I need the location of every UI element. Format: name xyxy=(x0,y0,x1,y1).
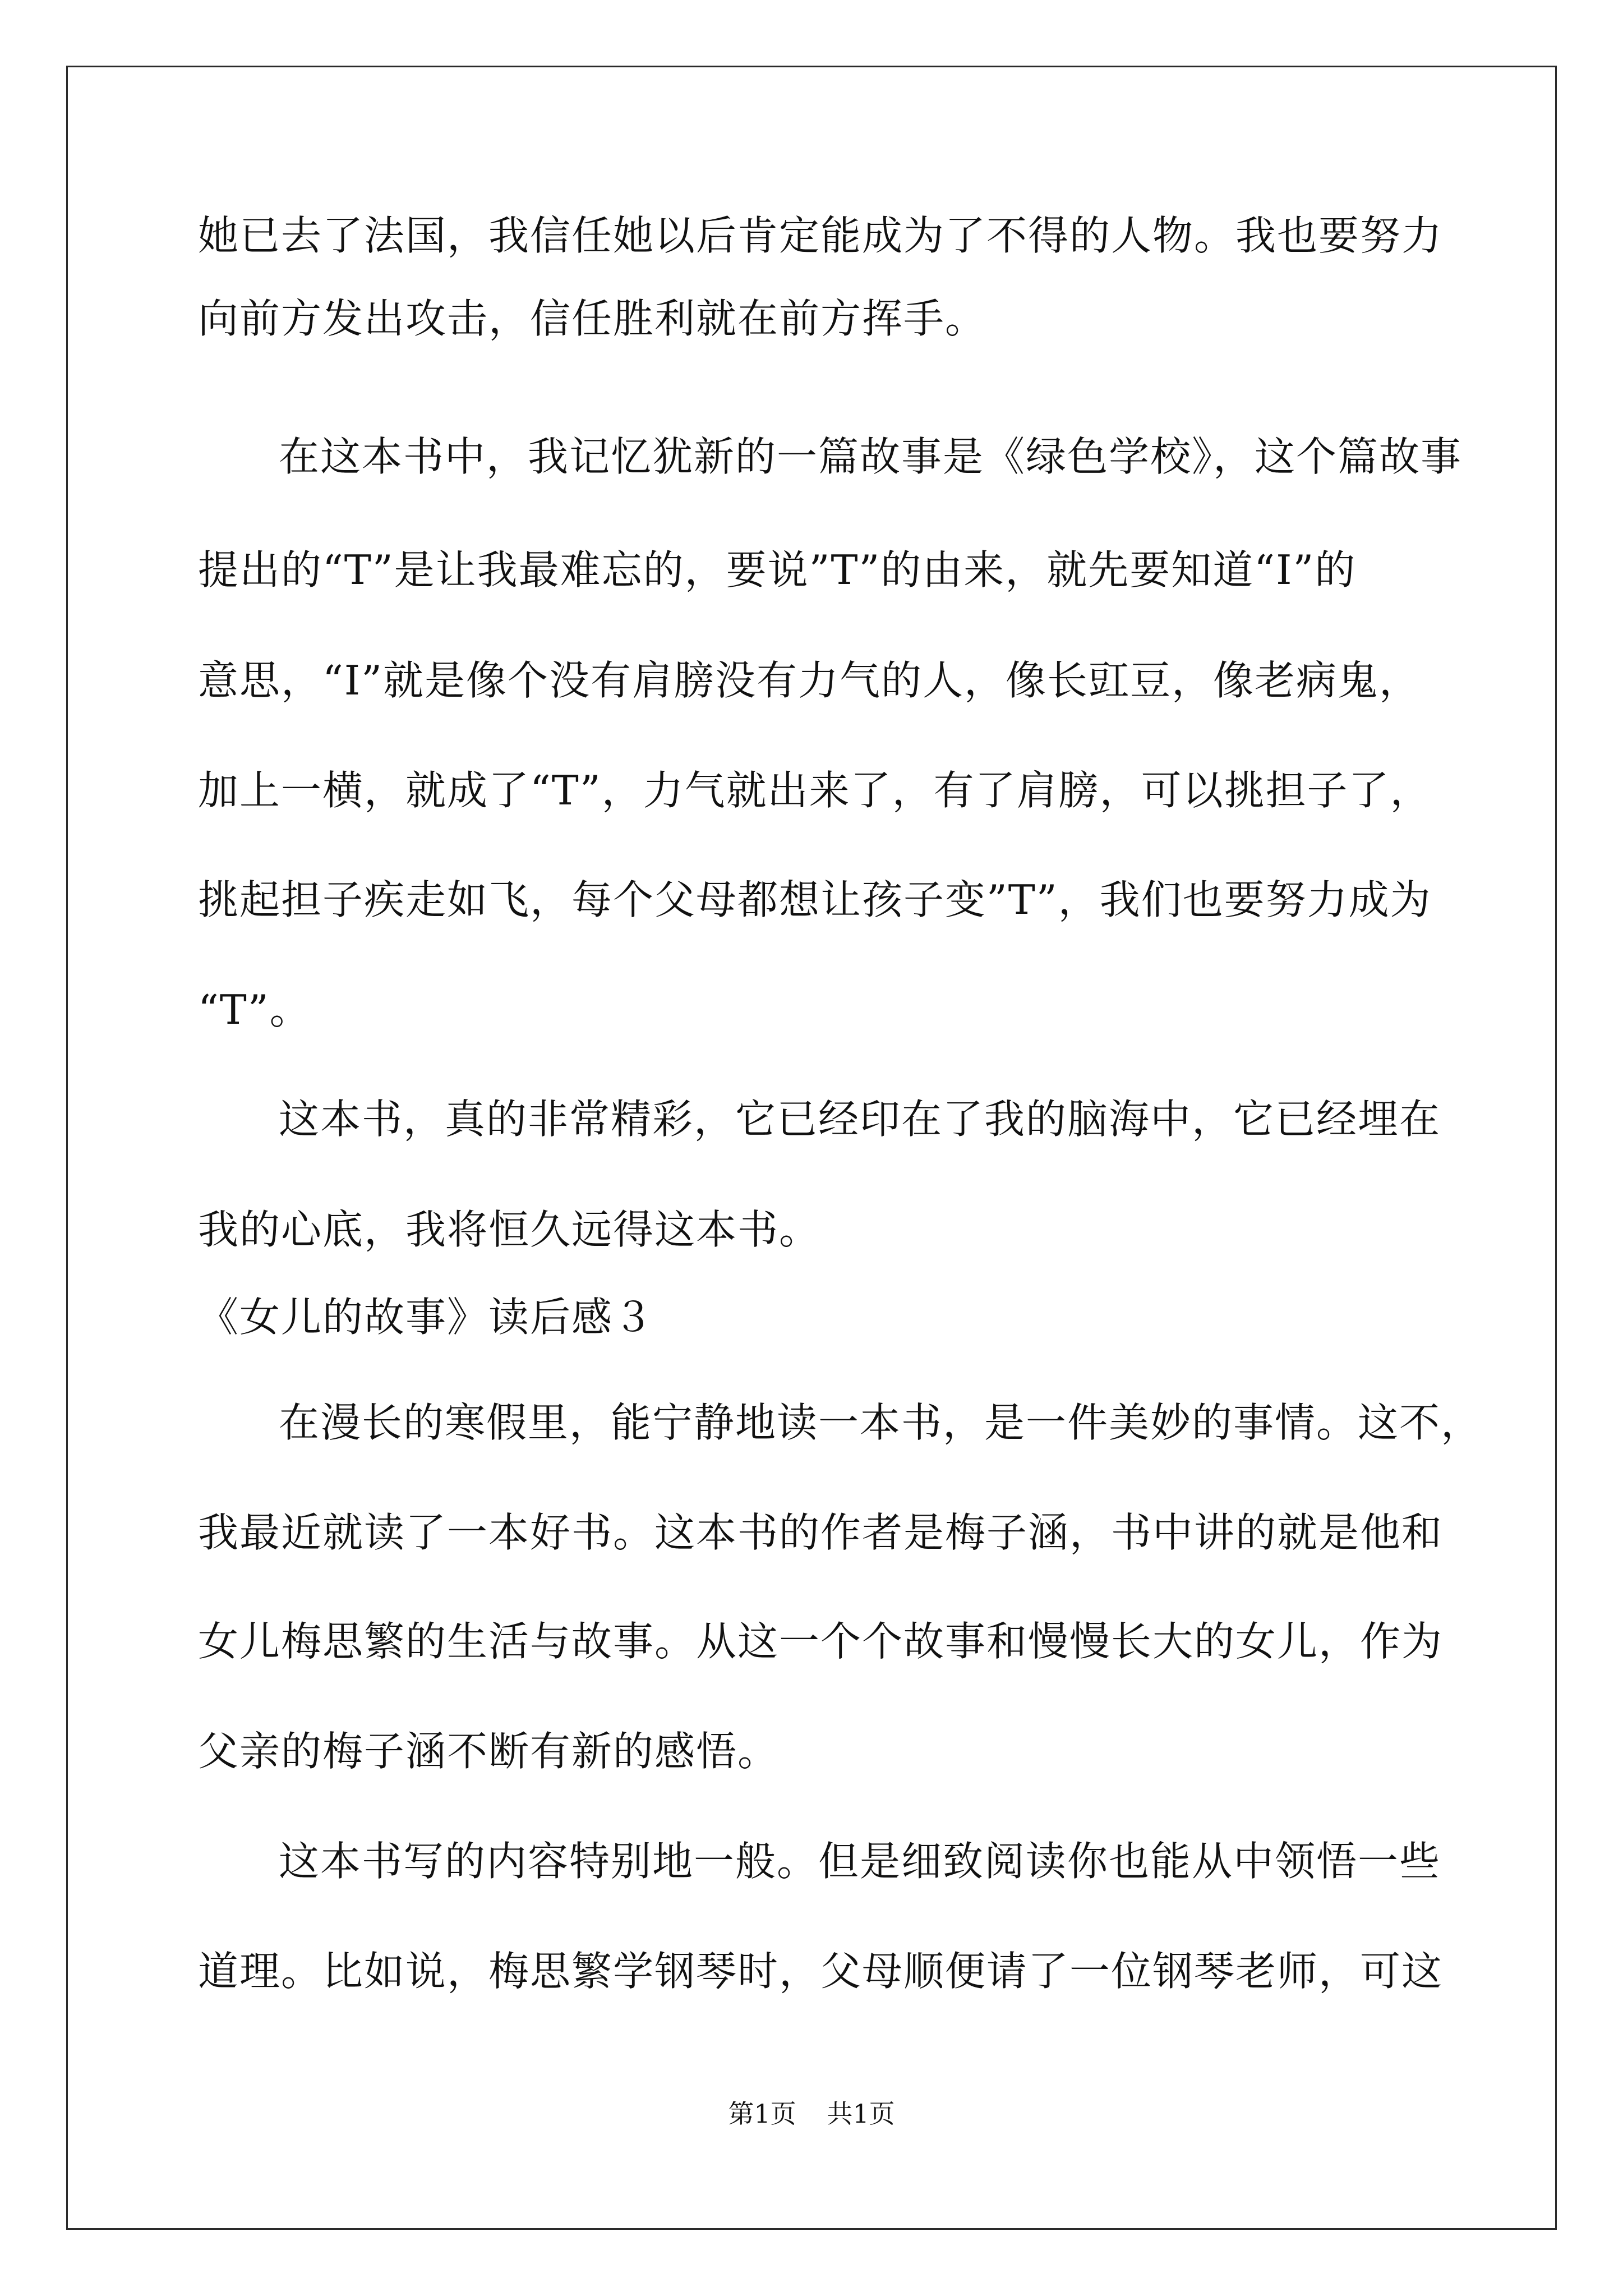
body-text-line: 挑起担子疾走如飞，每个父母都想让孩子变”T”，我们也要努力成为 xyxy=(198,876,1432,923)
body-text-line: 意思，“I”就是像个没有肩膀没有力气的人，像长豇豆，像老病鬼， xyxy=(198,657,1421,704)
section-title: 《女儿的故事》读后感３ xyxy=(198,1294,655,1341)
page-total: 共1页 xyxy=(827,2099,895,2129)
paragraph-start-line: 这本书，真的非常精彩，它已经印在了我的脑海中，它已经埋在 xyxy=(279,1096,1441,1143)
body-text-line: “T”。 xyxy=(198,986,311,1033)
body-text-line: 我最近就读了一本好书。这本书的作者是梅子涵，书中讲的就是他和 xyxy=(198,1509,1444,1556)
body-text-line: 父亲的梅子涵不断有新的感悟。 xyxy=(198,1728,780,1775)
body-text-line: 加上一横，就成了“T”，力气就出来了，有了肩膀，可以挑担子了， xyxy=(198,767,1432,814)
body-text-line: 我的心底，我将恒久远得这本书。 xyxy=(198,1206,821,1253)
body-text-line: 女儿梅思繁的生活与故事。从这一个个故事和慢慢长大的女儿，作为 xyxy=(198,1618,1444,1665)
body-text-line: 提出的“T”是让我最难忘的，要说”T”的由来，就先要知道“I”的 xyxy=(198,546,1357,593)
page-border xyxy=(66,66,1557,2230)
body-text-line: 向前方发出攻击，信任胜利就在前方挥手。 xyxy=(198,295,987,342)
body-text-line: 道理。比如说，梅思繁学钢琴时，父母顺便请了一位钢琴老师，可这 xyxy=(198,1948,1444,1995)
body-text-line: 她已去了法国，我信任她以后肯定能成为了不得的人物。我也要努力 xyxy=(198,212,1444,259)
paragraph-start-line: 在这本书中，我记忆犹新的一篇故事是《绿色学校》，这个篇故事 xyxy=(279,433,1463,480)
page-footer xyxy=(0,2097,1623,2131)
paragraph-start-line: 在漫长的寒假里，能宁静地读一本书，是一件美妙的事情。这不， xyxy=(279,1399,1483,1446)
page-number: 第1页 xyxy=(728,2099,796,2129)
paragraph-start-line: 这本书写的内容特别地一般。但是细致阅读你也能从中领悟一些 xyxy=(279,1838,1441,1885)
